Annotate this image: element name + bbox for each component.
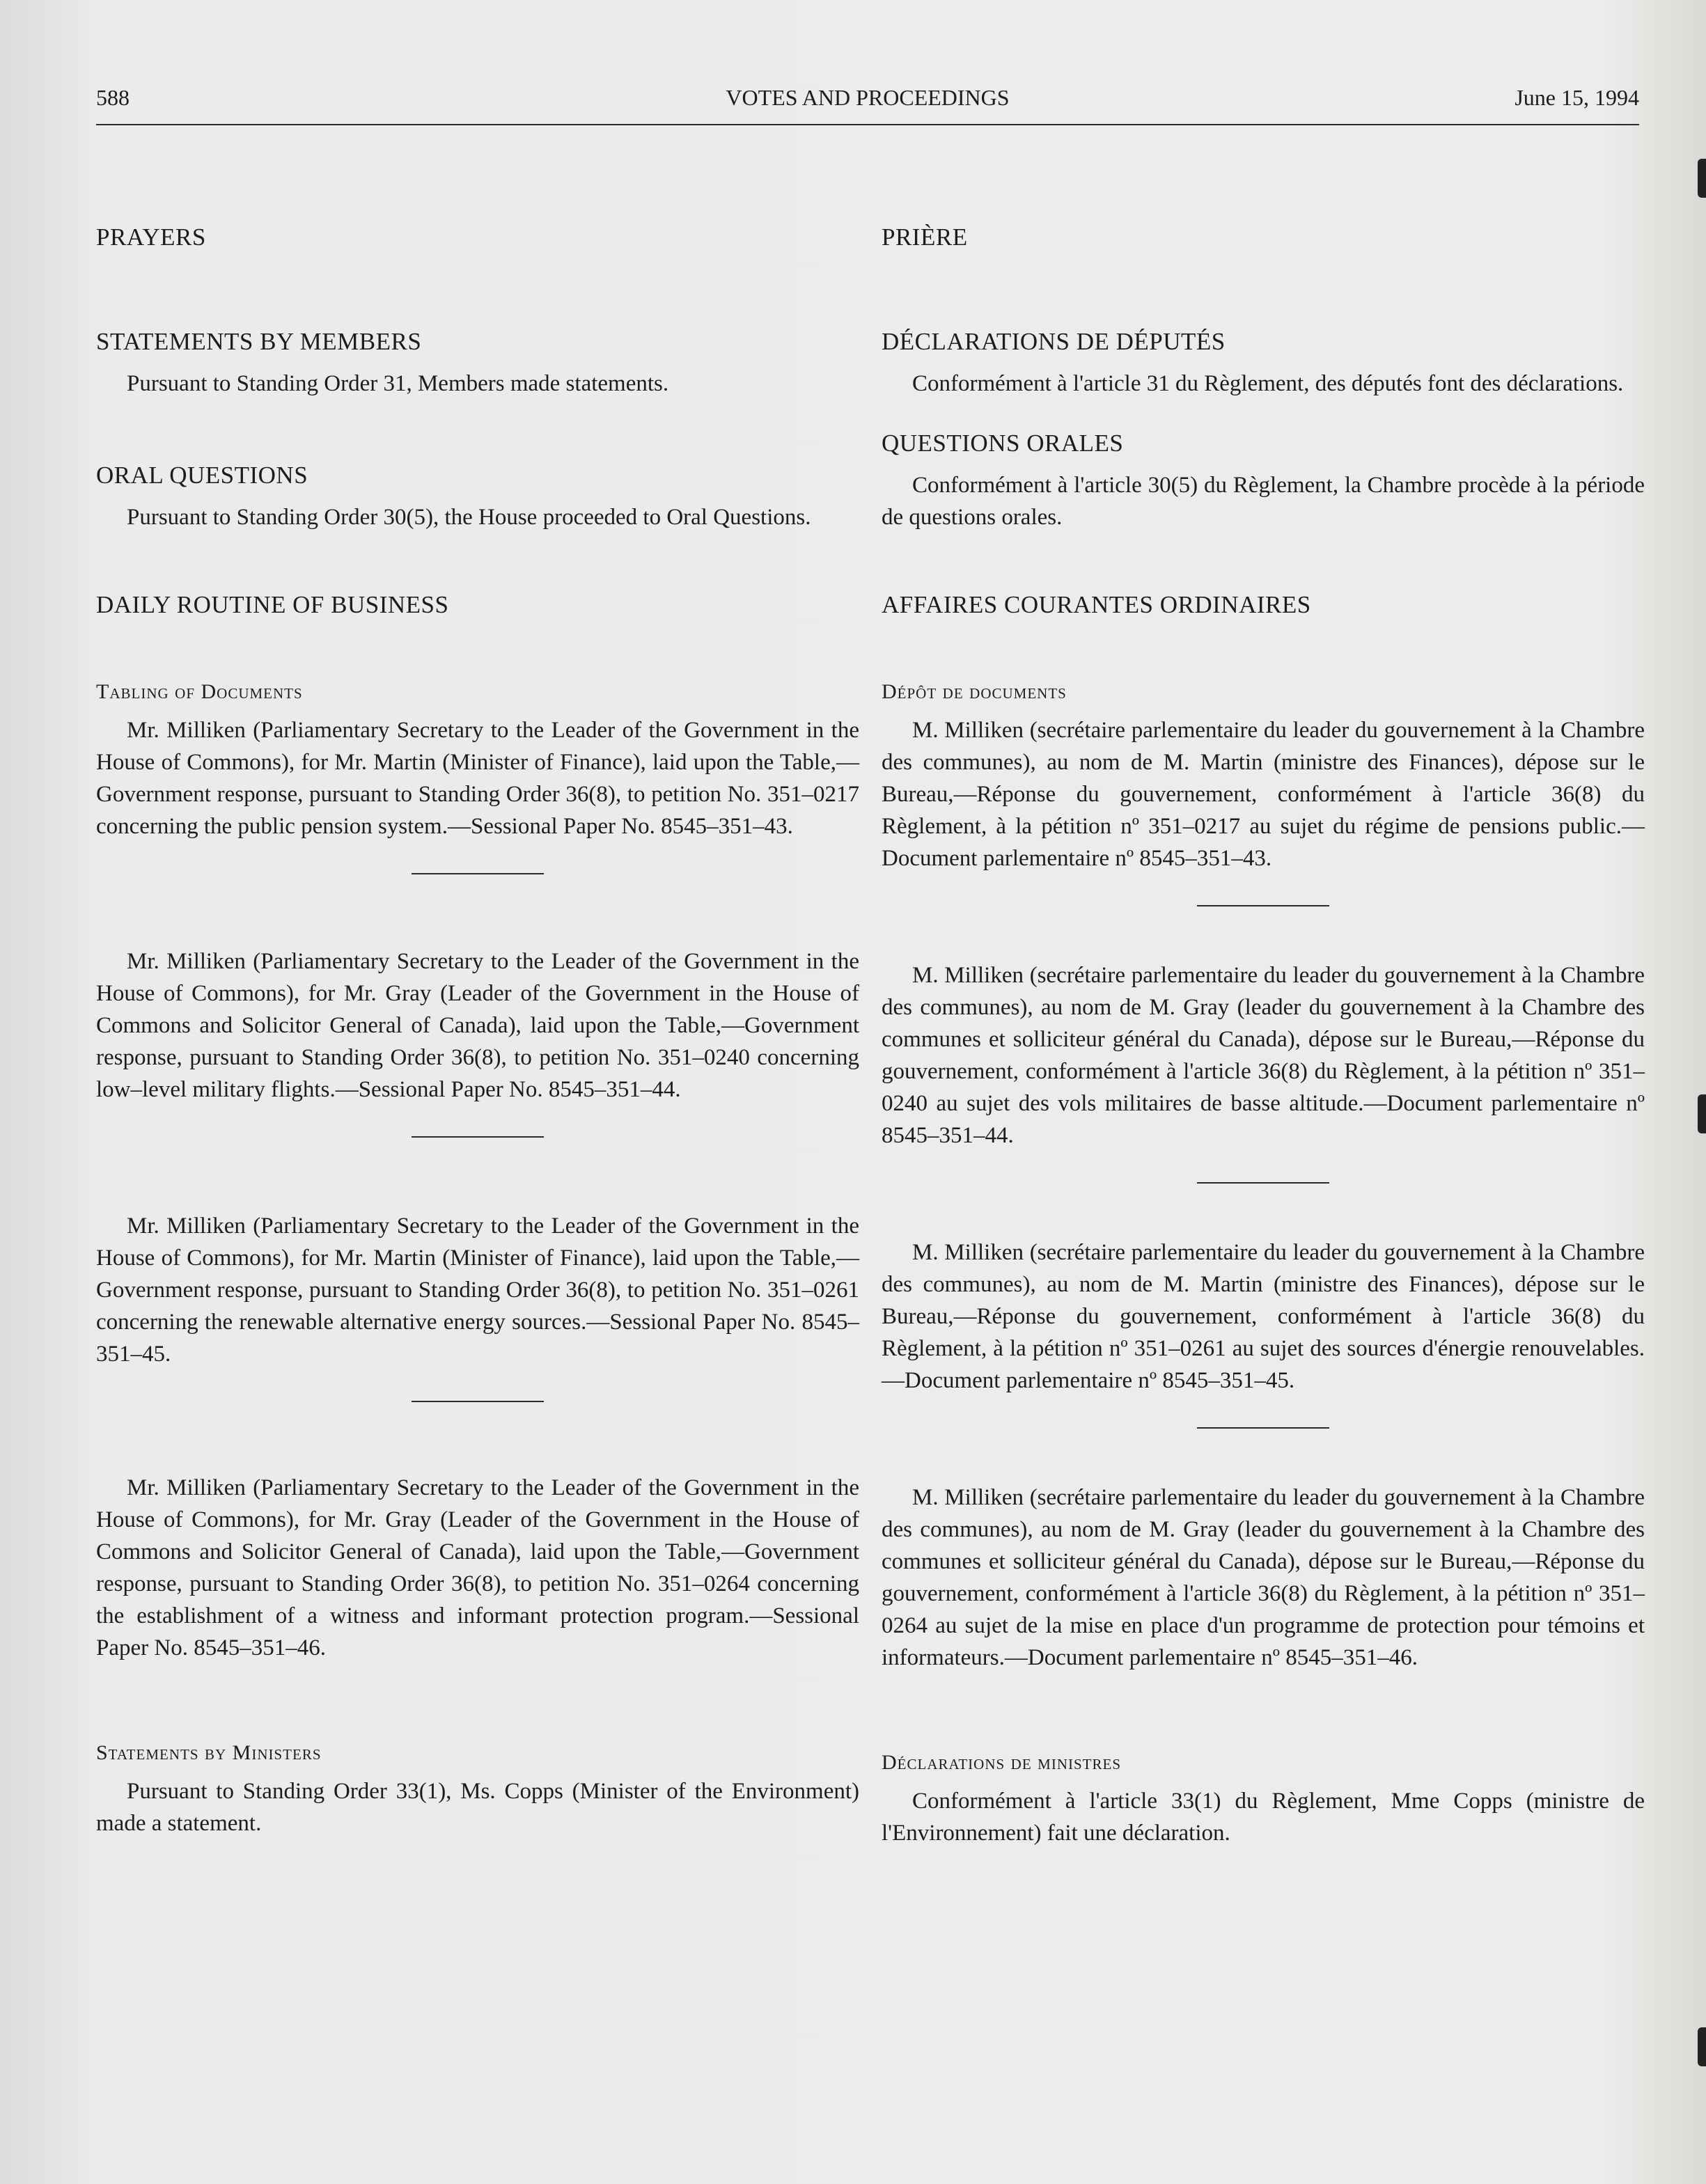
statements-by-ministers-subheading-fr: Déclarations de ministres bbox=[882, 1751, 1122, 1774]
english-column bbox=[96, 223, 859, 1839]
tabling-item-fr: M. Milliken (secrétaire parlementaire du leader du gouvernement à la Chambre des communes), au nom de M. Martin (ministre des Finances), dépose sur le Bureau,—Réponse du gouvernement, conformément à l'article 36(8) du Règlement, à la pétition nº 351–0261 au sujet des sources d'énergie renouvelables.—Document parlementaire nº 8545–351–45. bbox=[882, 1240, 1645, 1393]
oral-questions-heading: ORAL QUESTIONS bbox=[96, 462, 308, 489]
tabling-item: Mr. Milliken (Parliamentary Secretary to the Leader of the Government in the House of Commons), for Mr. Gray (Leader of the Government in the House of Commons and Solicitor General of Canada), laid upon the Table,—Government response, pursuant to Standing Order 36(8), to petition No. 351–0264 concerning the establishment of a witness and informant protection program.—Sessional Paper No. 8545–351–46. bbox=[96, 1475, 859, 1660]
statements-by-ministers-text-fr: Conformément à l'article 33(1) du Règlement, Mme Copps (ministre de l'Environnement) fait une déclaration. bbox=[882, 1789, 1645, 1846]
page-number: 588 bbox=[96, 85, 130, 110]
french-column bbox=[882, 223, 1645, 1849]
binder-hole-mark bbox=[1698, 1094, 1706, 1133]
daily-routine-heading-fr: AFFAIRES COURANTES ORDINAIRES bbox=[882, 591, 1311, 618]
prayers-heading: PRAYERS bbox=[96, 223, 206, 251]
binder-hole-mark bbox=[1698, 159, 1706, 198]
oral-questions-text-fr: Conformément à l'article 30(5) du Règlement, la Chambre procède à la période de questions orales. bbox=[882, 473, 1645, 530]
tabling-subheading: Tabling of Documents bbox=[96, 680, 303, 703]
statements-by-members-text: Pursuant to Standing Order 31, Members made statements. bbox=[127, 371, 669, 396]
tabling-item: Mr. Milliken (Parliamentary Secretary to the Leader of the Government in the House of Commons), for Mr. Martin (Minister of Finance), laid upon the Table,—Government response, pursuant to Standing Order 36(8), to petition No. 351–0217 concerning the public pension system.—Sessional Paper No. 8545–351–43. bbox=[96, 718, 859, 839]
oral-questions-heading-fr: QUESTIONS ORALES bbox=[882, 430, 1124, 457]
daily-routine-heading: DAILY ROUTINE OF BUSINESS bbox=[96, 591, 449, 618]
statements-by-members-heading: STATEMENTS BY MEMBERS bbox=[96, 328, 422, 355]
statements-by-ministers-text: Pursuant to Standing Order 33(1), Ms. Copps (Minister of the Environment) made a statement. bbox=[96, 1779, 859, 1836]
tabling-item-fr: M. Milliken (secrétaire parlementaire du leader du gouvernement à la Chambre des communes), au nom de M. Gray (leader du gouvernement à la Chambre des communes et solliciteur général du Canada), dépose sur le Bureau,—Réponse du gouvernement, conformément à l'article 36(8) du Règlement, à la pétition nº 351–0240 au sujet des vols militaires de basse altitude.—Document parlementaire nº 8545–351–44. bbox=[882, 963, 1645, 1148]
tabling-item-fr: M. Milliken (secrétaire parlementaire du leader du gouvernement à la Chambre des communes), au nom de M. Gray (leader du gouvernement à la Chambre des communes et solliciteur général du Canada), dépose sur le Bureau,—Réponse du gouvernement, conformément à l'article 36(8) du Règlement, à la pétition nº 351–0264 au sujet de la mise en place d'un programme de protection pour témoins et informateurs.—Document parlementaire nº 8545–351–46. bbox=[882, 1485, 1645, 1670]
prayers-heading-fr: PRIÈRE bbox=[882, 223, 968, 251]
tabling-item-fr: M. Milliken (secrétaire parlementaire du leader du gouvernement à la Chambre des communes), au nom de M. Martin (ministre des Finances), dépose sur le Bureau,—Réponse du gouvernement, conformément à l'article 36(8) du Règlement, à la pétition nº 351–0217 au sujet du régime de pensions public.—Document parlementaire nº 8545–351–43. bbox=[882, 718, 1645, 871]
tabling-item: Mr. Milliken (Parliamentary Secretary to the Leader of the Government in the House of Commons), for Mr. Gray (Leader of the Government in the House of Commons and Solicitor General of Canada), laid upon the Table,—Government response, pursuant to Standing Order 36(8), to petition No. 351–0240 concerning low–level military flights.—Sessional Paper No. 8545–351–44. bbox=[96, 949, 859, 1102]
sitting-date: June 15, 1994 bbox=[1515, 85, 1639, 110]
statements-by-members-heading-fr: DÉCLARATIONS DE DÉPUTÉS bbox=[882, 328, 1226, 355]
statements-by-ministers-subheading: Statements by Ministers bbox=[96, 1741, 322, 1764]
oral-questions-text: Pursuant to Standing Order 30(5), the House proceeded to Oral Questions. bbox=[127, 505, 811, 530]
statements-by-members-text-fr: Conformément à l'article 31 du Règlement, des députés font des déclarations. bbox=[912, 371, 1624, 396]
tabling-item: Mr. Milliken (Parliamentary Secretary to the Leader of the Government in the House of Commons), for Mr. Martin (Minister of Finance), laid upon the Table,—Government response, pursuant to Standing Order 36(8), to petition No. 351–0261 concerning the renewable alternative energy sources.—Sessional Paper No. 8545–351–45. bbox=[96, 1213, 859, 1367]
binder-hole-mark bbox=[1698, 2027, 1706, 2066]
journal-title: VOTES AND PROCEEDINGS bbox=[726, 85, 1010, 110]
tabling-subheading-fr: Dépôt de documents bbox=[882, 680, 1067, 703]
running-header bbox=[96, 82, 1639, 125]
